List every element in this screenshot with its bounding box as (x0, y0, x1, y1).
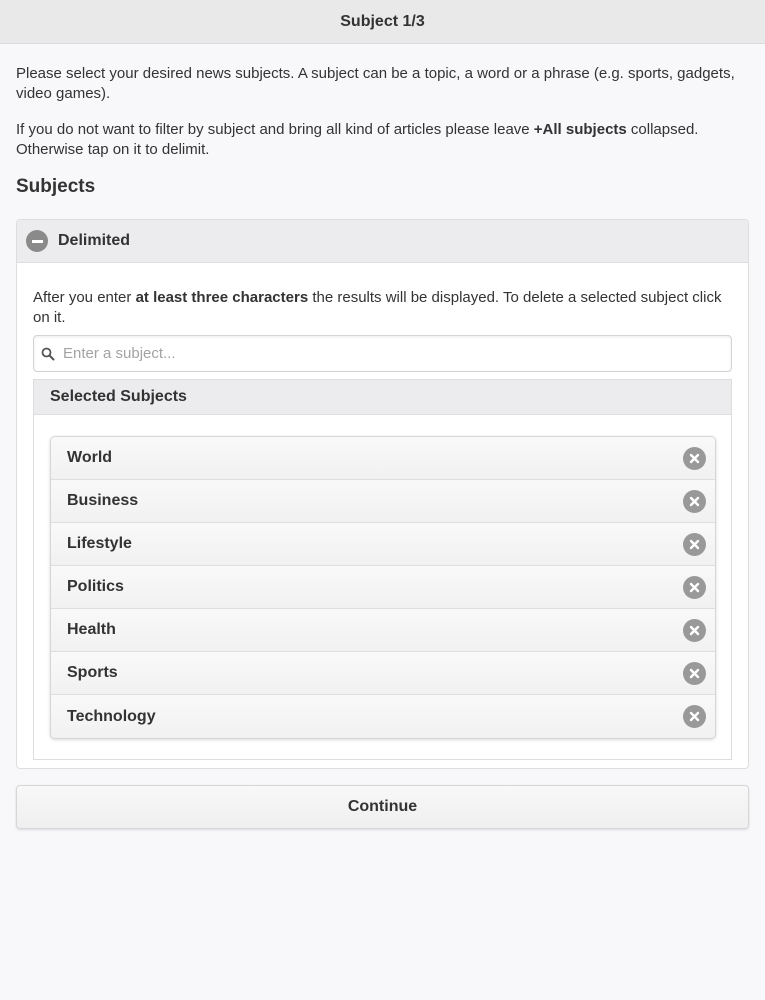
subject-item[interactable] (51, 523, 715, 566)
search-icon (41, 347, 55, 361)
selected-subjects-header: Selected Subjects (34, 380, 731, 415)
filter-instructions-text-1: If you do not want to filter by subject and bring all kind of articles please leave (16, 121, 534, 138)
continue-button[interactable]: Continue (16, 785, 749, 829)
close-circle-icon[interactable] (683, 490, 706, 513)
close-circle-icon[interactable] (683, 619, 706, 642)
subject-item[interactable] (51, 695, 715, 738)
subject-label: Lifestyle (67, 535, 132, 552)
subject-label: Sports (67, 664, 118, 681)
subject-label: Technology (67, 707, 156, 725)
minus-circle-icon (26, 230, 48, 252)
subject-label: World (67, 449, 113, 466)
close-circle-icon[interactable] (683, 447, 706, 470)
subject-label: Health (67, 621, 116, 638)
subject-item[interactable] (51, 437, 715, 480)
header-bar (0, 0, 765, 44)
help-text-bold: at least three characters (135, 289, 309, 306)
subject-item[interactable] (51, 566, 715, 609)
delimited-toggle[interactable] (17, 220, 748, 263)
page-title: Subject 1/3 (340, 12, 425, 30)
subject-label: Politics (67, 578, 124, 595)
close-circle-icon[interactable] (683, 576, 706, 599)
search-field[interactable] (33, 335, 732, 372)
subject-item[interactable] (51, 480, 715, 523)
subject-search-input[interactable] (63, 345, 703, 362)
search-help-text (33, 288, 738, 328)
subject-label: Business (67, 492, 139, 509)
close-circle-icon[interactable] (683, 662, 706, 685)
delimited-label: Delimited (58, 232, 131, 249)
subjects-heading: Subjects (16, 176, 96, 197)
selected-subjects-panel (33, 379, 732, 760)
delimited-collapsible (16, 219, 749, 769)
filter-instructions (16, 120, 751, 160)
subject-item[interactable] (51, 652, 715, 695)
all-subjects-label: +All subjects (533, 121, 627, 138)
intro-paragraph: Please select your desired news subjects. A subject can be a topic, a word or a phrase (e.g. sports, gadgets, video games). (16, 65, 735, 102)
help-text-1: After you enter (33, 289, 136, 306)
filter-instructions-text-2: collapsed. Otherwise tap on it to delimit. (16, 121, 699, 158)
selected-subjects-list (50, 436, 716, 739)
close-circle-icon[interactable] (683, 705, 706, 728)
close-circle-icon[interactable] (683, 533, 706, 556)
help-text-2: the results will be displayed. To delete a selected subject click on it. (33, 289, 722, 326)
subject-item[interactable] (51, 609, 715, 652)
